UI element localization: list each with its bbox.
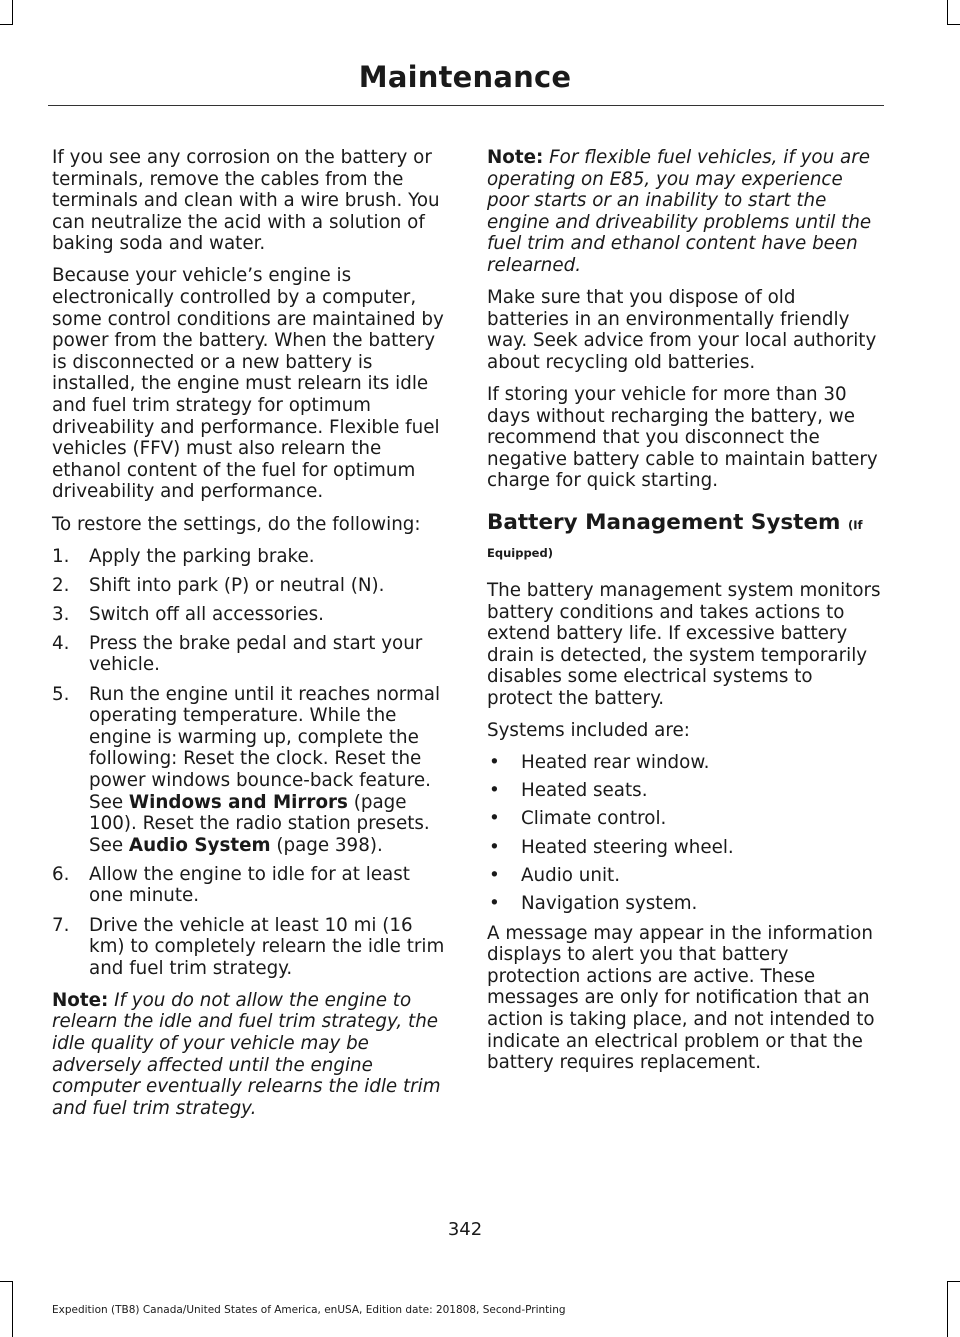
list-item: 2. Shift into park (P) or neutral (N). [52, 574, 385, 596]
header-divider [48, 105, 884, 106]
footer-edition-text: Expedition (TB8) Canada/United States of America, enUSA, Edition date: 201808, Second-Printing [52, 1304, 566, 1316]
page-number: 342 [447, 1219, 483, 1240]
crop-mark-bottom-right-v [947, 1281, 948, 1337]
crop-mark-bottom-left-v [12, 1281, 13, 1337]
list-item: • Heated seats. [489, 780, 648, 802]
right-column [487, 147, 883, 1084]
equipped-label: (If Equipped) [487, 517, 863, 560]
restore-steps-list [52, 546, 448, 980]
list-item: 5. Run the engine until it reaches normal operating temperature. While the engine is warming up, complete the following: Reset the clock. Reset the power windows bounce-back feature. See Windows and Mirrors (page 100). Reset the radio station presets. See Audio System (page 398). [52, 683, 441, 856]
list-item: • Heated steering wheel. [489, 836, 734, 858]
list-item: 6. Allow the engine to idle for at least one minute. [52, 863, 410, 907]
page-title: Maintenance [358, 60, 572, 94]
section-heading-battery-management: Battery Management System (If Equipped) [487, 509, 863, 560]
list-item: 1. Apply the parking brake. [52, 545, 315, 567]
paragraph-storing-vehicle: If storing your vehicle for more than 30 days without recharging the battery, we recommend that you disconnect the negative battery cable to maintain battery charge for quick starting. [487, 383, 878, 492]
paragraph-engine-relearn: Because your vehicle’s engine is electronically controlled by a computer, some control conditions are maintained by power from the battery. When the battery is disconnected or a new battery is installed, the engine must relearn its idle and fuel trim strategy for optimum driveability and performance. Flexible fuel vehicles (FFV) must also relearn the ethanol content of the fuel for optimum driveability and performance. [52, 265, 444, 503]
paragraph-dispose-batteries: Make sure that you dispose of old batteries in an environmentally friendly way. Seek advice from your local authority about recycling old batteries. [487, 287, 877, 373]
link-audio-system[interactable]: Audio System [128, 834, 271, 856]
list-item: 7. Drive the vehicle at least 10 mi (16 km) to completely relearn the idle trim and fuel trim strategy. [52, 914, 445, 979]
crop-mark-bottom-right-h [947, 1281, 960, 1282]
paragraph-message-info: A message may appear in the information displays to alert you that battery protection actions are active. These messages are only for notification that an action is taking place, and not intended to indicate an electrical problem or that the battery requires replacement. [487, 922, 875, 1074]
crop-mark-top-left-h [0, 24, 13, 25]
paragraph-corrosion: If you see any corrosion on the battery or terminals, remove the cables from the terminals and clean with a wire brush. You can neutralize the acid with a solution of baking soda and water. [52, 147, 440, 255]
crop-mark-top-right-h [947, 24, 960, 25]
list-item: 3. Switch off all accessories. [52, 603, 324, 625]
paragraph-systems-intro: Systems included are: [487, 719, 690, 741]
crop-mark-top-left-v [12, 0, 13, 24]
paragraph-restore-intro: To restore the settings, do the following: [52, 513, 421, 535]
link-windows-and-mirrors[interactable]: Windows and Mirrors [128, 791, 348, 813]
crop-mark-top-right-v [947, 0, 948, 24]
crop-mark-bottom-left-h [0, 1281, 13, 1282]
systems-list [487, 752, 883, 915]
paragraph-bms-description: The battery management system monitors battery conditions and takes actions to extend battery life. If excessive battery drain is detected, the system temporarily disables some electrical systems to protect the battery. [487, 579, 881, 709]
list-item: • Heated rear window. [489, 752, 710, 774]
list-item: • Audio unit. [489, 864, 621, 886]
list-item: • Climate control. [489, 808, 667, 830]
list-item: • Navigation system. [489, 893, 698, 914]
list-item: 4. Press the brake pedal and start your vehicle. [52, 632, 423, 676]
note-flexible-fuel: Note: For flexible fuel vehicles, if you are operating on E85, you may experience poor starts or an inability to start the engine and driveability problems until the fuel trim and ethanol content have been relearned. [487, 147, 872, 276]
left-column [52, 147, 448, 1130]
note-idle-relearn: Note: If you do not allow the engine to relearn the idle and fuel trim strategy, the idle quality of your vehicle may be adversely affected until the engine computer eventually relearns the idle trim and fuel trim strategy. [52, 989, 441, 1119]
